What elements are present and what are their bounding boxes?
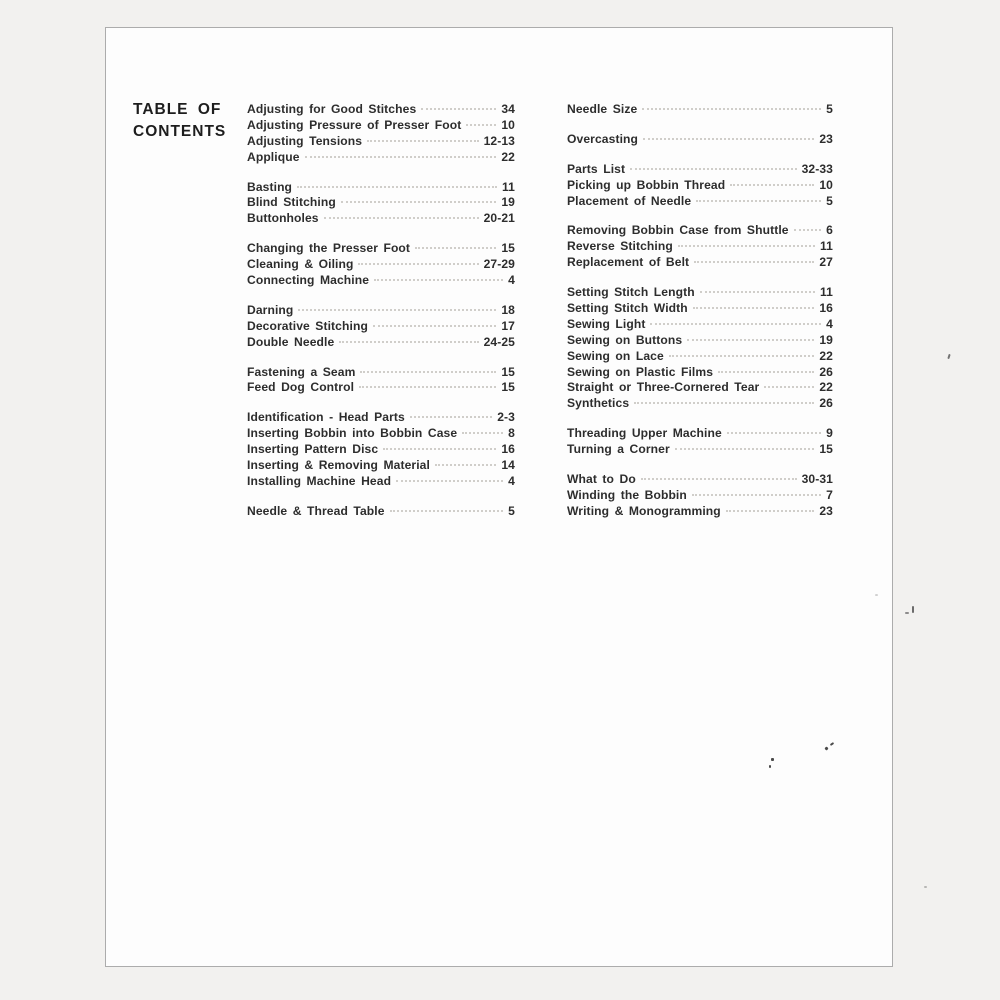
- toc-leader-dots: [435, 464, 496, 466]
- toc-entry-page-number: 4: [508, 473, 515, 488]
- toc-entry: [247, 180, 515, 196]
- toc-entry-page-number: 15: [819, 442, 833, 457]
- toc-entry-title: Decorative Stitching: [247, 318, 368, 333]
- toc-entry-title: Setting Stitch Length: [567, 285, 695, 300]
- toc-entry-title: Sewing on Buttons: [567, 332, 683, 347]
- toc-entry-title: Changing the Presser Foot: [247, 241, 411, 256]
- toc-entry-page-number: 27: [819, 255, 833, 270]
- toc-entry: [247, 150, 515, 166]
- toc-entry-page-number: 23: [819, 503, 833, 518]
- toc-entry-title: Double Needle: [247, 334, 335, 349]
- toc-entry: [567, 365, 833, 381]
- toc-entry: [567, 426, 833, 442]
- toc-entry-title: Needle Size: [567, 102, 638, 116]
- toc-entry-page-number: 20-21: [483, 211, 515, 226]
- toc-entry-page-number: 15: [501, 380, 515, 395]
- toc-entry: [567, 301, 833, 317]
- toc-entry-page-number: 19: [501, 195, 515, 210]
- toc-entry: [247, 303, 515, 319]
- toc-leader-dots: [324, 217, 479, 219]
- toc-entry-title: Adjusting Pressure of Presser Foot: [247, 117, 462, 132]
- toc-leader-dots: [634, 402, 814, 404]
- toc-entry: [567, 333, 833, 349]
- scan-speck: [875, 594, 878, 596]
- toc-entry-page-number: 27-29: [483, 257, 515, 272]
- toc-leader-dots: [696, 200, 821, 202]
- toc-leader-dots: [367, 140, 478, 142]
- toc-leader-dots: [298, 309, 496, 311]
- toc-group: [567, 285, 833, 412]
- toc-leader-dots: [718, 371, 814, 373]
- toc-entry-page-number: 4: [508, 273, 515, 288]
- toc-entry-page-number: 24-25: [483, 334, 515, 349]
- toc-entry-title: Overcasting: [567, 131, 639, 146]
- toc-leader-dots: [630, 168, 796, 170]
- toc-leader-dots: [794, 229, 822, 231]
- toc-leader-dots: [466, 124, 496, 126]
- toc-entry-title: Removing Bobbin Case from Shuttle: [567, 223, 789, 238]
- toc-entry: [567, 255, 833, 271]
- toc-entry-page-number: 4: [826, 316, 833, 331]
- toc-entry-page-number: 11: [502, 179, 515, 194]
- scan-speck: [905, 612, 909, 614]
- toc-leader-dots: [730, 184, 814, 186]
- toc-entry: [247, 241, 515, 257]
- toc-entry-title: Adjusting for Good Stitches: [247, 102, 417, 116]
- toc-entry-page-number: 5: [508, 503, 515, 518]
- toc-leader-dots: [692, 494, 821, 496]
- toc-leader-dots: [396, 480, 503, 482]
- toc-entry-title: Straight or Three-Cornered Tear: [567, 380, 760, 395]
- page-title-line2: CONTENTS: [133, 123, 227, 140]
- toc-leader-dots: [359, 386, 496, 388]
- toc-leader-dots: [642, 108, 821, 110]
- toc-entry-page-number: 12-13: [483, 133, 515, 148]
- toc-leader-dots: [643, 138, 814, 140]
- toc-group: [567, 132, 833, 148]
- toc-leader-dots: [669, 355, 815, 357]
- toc-entry: [247, 442, 515, 458]
- toc-entry-title: Blind Stitching: [247, 195, 336, 210]
- toc-entry-page-number: 15: [501, 364, 515, 379]
- toc-entry-title: Installing Machine Head: [247, 473, 392, 488]
- page-title: [133, 99, 226, 143]
- toc-entry-title: Needle & Thread Table: [247, 503, 385, 518]
- toc-entry-title: Adjusting Tensions: [247, 133, 363, 148]
- page-title-line1: TABLE OF: [133, 101, 222, 118]
- toc-entry-page-number: 6: [826, 223, 833, 238]
- toc-leader-dots: [390, 510, 504, 512]
- toc-entry-page-number: 15: [501, 241, 515, 256]
- toc-entry-page-number: 22: [819, 380, 833, 395]
- toc-entry-page-number: 16: [501, 442, 515, 457]
- toc-group: [247, 303, 515, 351]
- toc-entry-title: Fastening a Seam: [247, 364, 356, 379]
- toc-leader-dots: [650, 323, 821, 325]
- toc-entry-title: Sewing Light: [567, 316, 646, 331]
- toc-leader-dots: [693, 307, 815, 309]
- toc-leader-dots: [462, 432, 503, 434]
- toc-entry-title: Inserting Pattern Disc: [247, 442, 379, 457]
- toc-entry-title: Applique: [247, 149, 300, 164]
- toc-leader-dots: [641, 478, 797, 480]
- toc-leader-dots: [339, 341, 478, 343]
- toc-entry: [567, 285, 833, 301]
- scan-speck: [830, 742, 834, 746]
- toc-leader-dots: [410, 416, 492, 418]
- toc-entry: [567, 132, 833, 148]
- scanned-page: [105, 27, 893, 967]
- toc-entry-page-number: 11: [820, 285, 833, 300]
- toc-entry-page-number: 8: [508, 426, 515, 441]
- toc-leader-dots: [415, 247, 496, 249]
- toc-group: [247, 102, 515, 166]
- toc-entry-page-number: 5: [826, 102, 833, 116]
- toc-entry-title: Replacement of Belt: [567, 255, 690, 270]
- toc-entry: [247, 474, 515, 490]
- toc-entry-title: Turning a Corner: [567, 442, 670, 457]
- toc-entry-page-number: 19: [819, 332, 833, 347]
- toc-entry: [247, 319, 515, 335]
- toc-leader-dots: [764, 386, 814, 388]
- toc-entry-title: Reverse Stitching: [567, 239, 673, 254]
- toc-entry-title: Sewing on Plastic Films: [567, 364, 714, 379]
- toc-entry: [567, 194, 833, 210]
- scan-speck: [771, 758, 774, 761]
- toc-entry-title: Identification - Head Parts: [247, 410, 405, 425]
- toc-entry: [247, 458, 515, 474]
- toc-column-left: [247, 102, 515, 534]
- toc-entry-page-number: 23: [819, 131, 833, 146]
- toc-entry-title: Darning: [247, 302, 294, 317]
- toc-entry: [247, 426, 515, 442]
- toc-leader-dots: [421, 108, 496, 110]
- toc-entry: [247, 134, 515, 150]
- toc-group: [247, 241, 515, 289]
- toc-leader-dots: [341, 201, 497, 203]
- toc-group: [567, 162, 833, 210]
- toc-group: [567, 472, 833, 520]
- toc-entry: [567, 102, 833, 118]
- scan-speck: [824, 746, 828, 750]
- toc-leader-dots: [358, 263, 478, 265]
- toc-entry: [247, 118, 515, 134]
- toc-entry-page-number: 9: [826, 426, 833, 441]
- toc-entry: [567, 317, 833, 333]
- toc-entry: [247, 102, 515, 118]
- toc-leader-dots: [675, 448, 815, 450]
- toc-leader-dots: [360, 371, 496, 373]
- toc-entry: [247, 273, 515, 289]
- toc-group: [247, 180, 515, 228]
- toc-entry-title: Writing & Monogramming: [567, 503, 721, 518]
- toc-entry-page-number: 7: [826, 487, 833, 502]
- toc-group: [567, 102, 833, 118]
- toc-entry-page-number: 22: [819, 348, 833, 363]
- toc-entry-page-number: 34: [501, 102, 515, 116]
- toc-leader-dots: [383, 448, 496, 450]
- toc-leader-dots: [678, 245, 815, 247]
- toc-entry: [247, 335, 515, 351]
- toc-entry-title: Sewing on Lace: [567, 348, 664, 363]
- toc-entry-title: Threading Upper Machine: [567, 426, 722, 441]
- toc-entry-page-number: 10: [501, 117, 515, 132]
- toc-entry: [567, 239, 833, 255]
- toc-group: [247, 365, 515, 397]
- toc-entry-title: Setting Stitch Width: [567, 301, 688, 316]
- toc-entry-page-number: 26: [819, 396, 833, 411]
- toc-entry-page-number: 30-31: [801, 472, 833, 487]
- toc-entry: [247, 211, 515, 227]
- toc-entry-page-number: 16: [819, 301, 833, 316]
- toc-entry-title: Inserting Bobbin into Bobbin Case: [247, 426, 458, 441]
- toc-leader-dots: [694, 261, 814, 263]
- toc-entry-title: Connecting Machine: [247, 273, 370, 288]
- toc-leader-dots: [700, 291, 815, 293]
- toc-entry: [247, 365, 515, 381]
- toc-entry: [567, 162, 833, 178]
- toc-entry: [567, 349, 833, 365]
- toc-entry-title: Winding the Bobbin: [567, 487, 687, 502]
- toc-entry: [247, 195, 515, 211]
- toc-leader-dots: [727, 432, 821, 434]
- toc-entry-title: What to Do: [567, 472, 636, 487]
- toc-entry: [567, 178, 833, 194]
- toc-group: [247, 410, 515, 489]
- toc-leader-dots: [687, 339, 814, 341]
- toc-group: [567, 426, 833, 458]
- toc-entry: [567, 472, 833, 488]
- toc-entry: [247, 504, 515, 520]
- toc-entry: [567, 442, 833, 458]
- toc-entry: [567, 396, 833, 412]
- toc-group: [247, 504, 515, 520]
- toc-column-right: [567, 102, 833, 534]
- toc-leader-dots: [305, 156, 497, 158]
- toc-group: [567, 223, 833, 271]
- scan-speck: [769, 765, 771, 768]
- scan-speck: [924, 886, 927, 888]
- toc-entry-page-number: 17: [501, 318, 515, 333]
- toc-entry-title: Parts List: [567, 161, 626, 176]
- toc-leader-dots: [297, 186, 497, 188]
- toc-entry-page-number: 32-33: [801, 161, 833, 176]
- toc-entry-page-number: 22: [501, 149, 515, 164]
- toc-entry-title: Buttonholes: [247, 211, 319, 226]
- toc-entry: [247, 380, 515, 396]
- toc-entry-title: Inserting & Removing Material: [247, 458, 430, 473]
- scan-speck: [947, 354, 950, 359]
- toc-entry: [247, 257, 515, 273]
- toc-leader-dots: [374, 279, 503, 281]
- toc-entry-title: Basting: [247, 179, 293, 194]
- toc-entry-page-number: 26: [819, 364, 833, 379]
- toc-entry-title: Synthetics: [567, 396, 630, 411]
- toc-entry-page-number: 2-3: [497, 410, 515, 425]
- toc-entry: [567, 380, 833, 396]
- toc-leader-dots: [373, 325, 496, 327]
- toc-entry: [567, 223, 833, 239]
- toc-leader-dots: [726, 510, 815, 512]
- toc-entry-page-number: 14: [501, 458, 515, 473]
- toc-entry-page-number: 11: [820, 239, 833, 254]
- scan-speck: [912, 606, 914, 613]
- toc-entry-page-number: 10: [819, 177, 833, 192]
- toc-entry-title: Picking up Bobbin Thread: [567, 177, 726, 192]
- toc-entry-page-number: 18: [501, 302, 515, 317]
- toc-entry-title: Placement of Needle: [567, 193, 692, 208]
- toc-entry-title: Feed Dog Control: [247, 380, 355, 395]
- toc-entry: [247, 410, 515, 426]
- toc-entry: [567, 488, 833, 504]
- toc-entry-page-number: 5: [826, 193, 833, 208]
- toc-entry-title: Cleaning & Oiling: [247, 257, 354, 272]
- toc-entry: [567, 504, 833, 520]
